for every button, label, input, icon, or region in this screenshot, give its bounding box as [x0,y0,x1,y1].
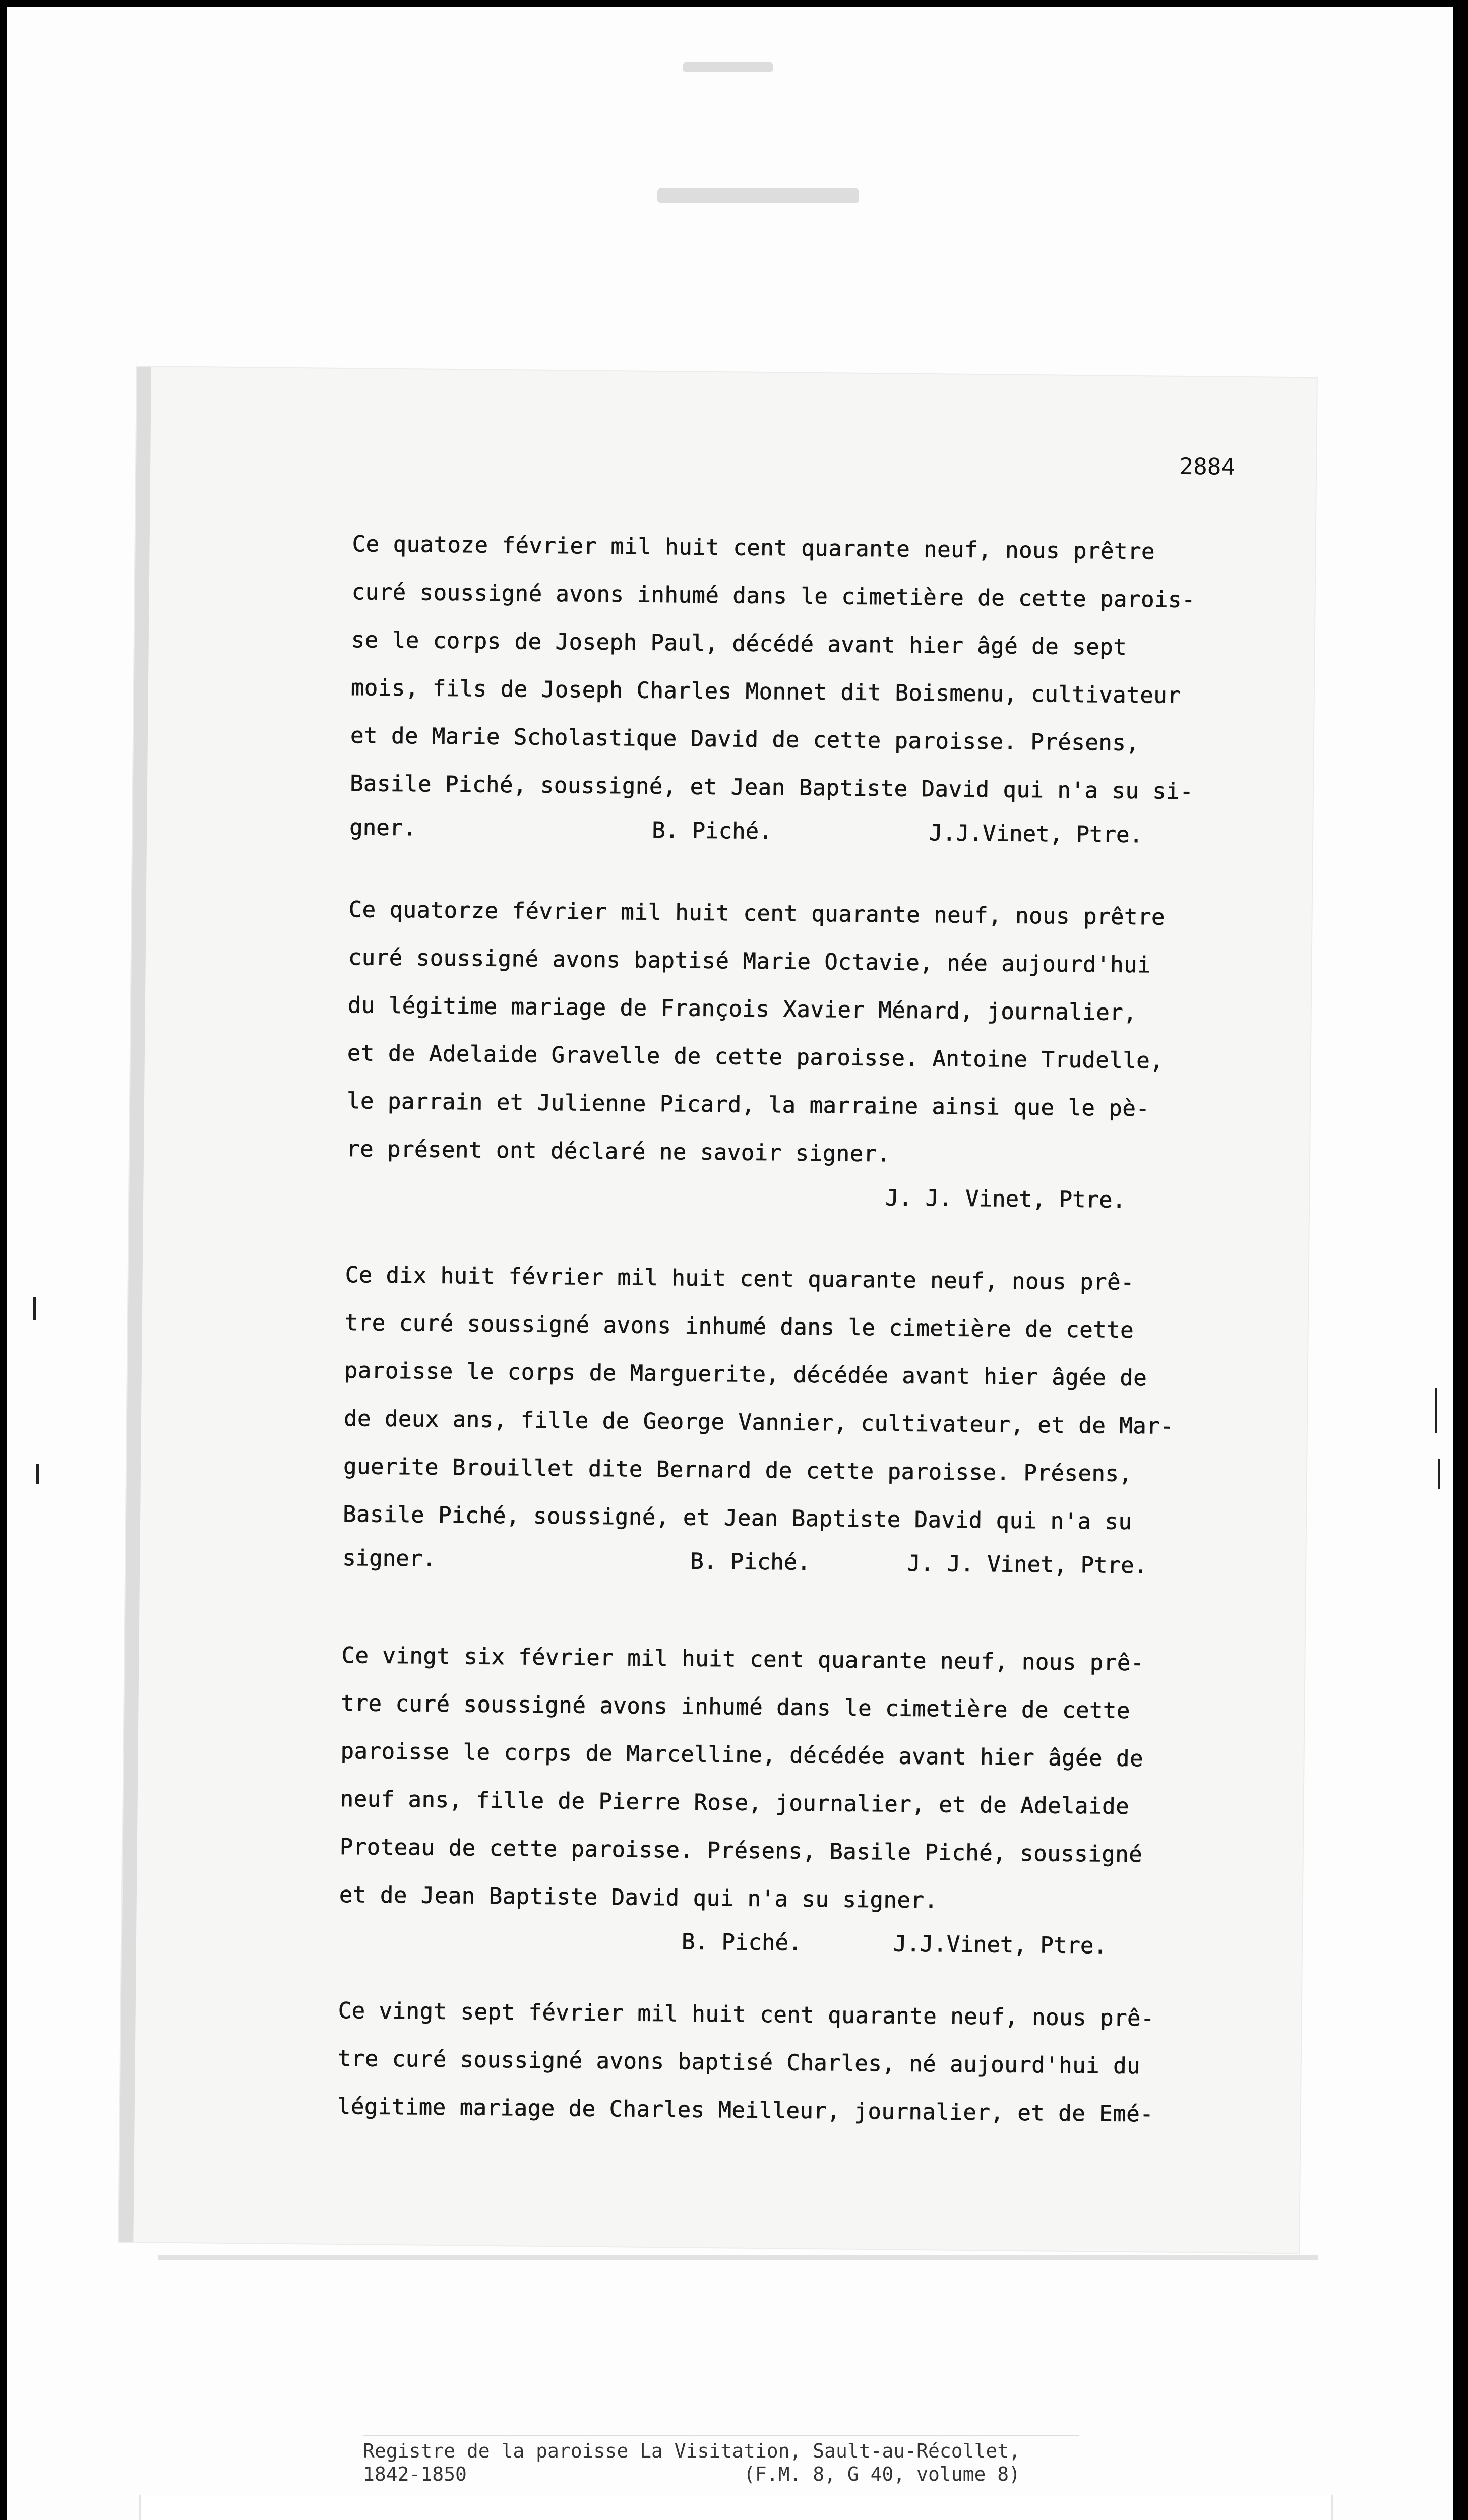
signature-left: B. Piché. [681,1929,802,1956]
entry-line: Ce vingt six février mil huit cent quarante neuf, nous prê- [341,1643,1145,1676]
entry-line: du légitime mariage de François Xavier Ménard, journalier, [347,992,1137,1026]
film-mark [33,1297,36,1320]
entry-line: re présent ont déclaré ne savoir signer. [346,1136,891,1167]
catalog-line-2: 1842-1850 (F.M. 8, G 40, volume 8) [363,2463,1021,2485]
catalog-label [363,2439,1020,2486]
entry-line: curé soussigné avons inhumé dans le cimetière de cette parois- [351,579,1196,613]
entry-line: le parrain et Julienne Picard, la marraine ainsi que le pè- [346,1088,1150,1122]
entry-line: signer. [342,1545,437,1572]
signature-right: J.J.Vinet, Ptre. [929,820,1143,848]
signature-row [342,1538,1220,1587]
entry-line: Basile Piché, soussigné, et Jean Baptiste David qui n'a su [342,1501,1132,1535]
register-entry-3 [342,1251,1222,1587]
signature-right: J.J.Vinet, Ptre. [893,1931,1108,1959]
film-mark [1438,1459,1440,1489]
archives-stamp-card [139,2495,1333,2520]
entry-line: Ce dix huit février mil huit cent quarante neuf, nous prê- [345,1262,1135,1296]
film-smudge [683,62,773,72]
entry-line: Ce quatoze février mil huit cent quarante neuf, nous prêtre [352,531,1155,565]
entry-line: de deux ans, fille de George Vannier, cultivateur, et de Mar- [343,1406,1174,1439]
entry-line: tre curé soussigné avons inhumé dans le cimetière de cette [341,1690,1131,1724]
signature-right: J. J. Vinet, Ptre. [885,1185,1126,1213]
register-entry-2 [346,886,1226,1222]
frame-divider [158,2255,1318,2260]
entry-line: mois, fils de Joseph Charles Monnet dit Boismenu, cultivateur [350,675,1181,709]
signature-left: B. Piché. [651,817,772,845]
typed-register-page [119,367,1317,2253]
entry-line: neuf ans, fille de Pierre Rose, journalier, et de Adelaide [340,1786,1130,1820]
signature-right: J. J. Vinet, Ptre. [907,1550,1148,1579]
register-entry-4 [339,1631,1219,1968]
entry-line: et de Marie Scholastique David de cette paroisse. Présens, [350,723,1140,757]
entry-line: légitime mariage de Charles Meilleur, journalier, et de Emé- [337,2093,1154,2127]
catalog-line-1: Registre de la paroisse La Visitation, Sault-au-Récollet, [363,2440,1021,2462]
register-entry-5 [337,1987,1215,2139]
entry-line: Proteau de cette paroisse. Présens, Basile Piché, soussigné [339,1834,1143,1868]
entry-line: guerite Brouillet dite Bernard de cette paroisse. Présens, [343,1454,1133,1487]
entry-line: et de Jean Baptiste David qui n'a su signer. [339,1881,938,1914]
signature-row [349,807,1227,856]
register-entry-1 [349,520,1230,856]
entry-line: se le corps de Joseph Paul, décédé avant hier âgé de sept [351,627,1127,660]
entry-line: curé soussigné avons baptisé Marie Octavie, née aujourd'hui [348,944,1151,978]
signature-left: B. Piché. [690,1548,811,1576]
entry-line: paroisse le corps de Marcelline, décédée avant hier âgée de [340,1738,1144,1772]
entry-line: gner. [349,814,416,841]
entry-line: tre curé soussigné avons baptisé Charles, né aujourd'hui du [337,2045,1141,2080]
entry-line: Basile Piché, soussigné, et Jean Baptiste David qui n'a su si- [349,771,1194,805]
film-mark [36,1464,39,1484]
signature-row [339,1919,1216,1968]
entry-line: tre curé soussigné avons inhumé dans le cimetière de cette [344,1310,1134,1344]
entry-line: Ce quatorze février mil huit cent quarante neuf, nous prêtre [348,897,1166,930]
film-mark [1435,1388,1437,1433]
page-number: 2884 [1179,452,1236,480]
entry-line: paroisse le corps de Marguerite, décédée avant hier âgée de [344,1358,1147,1392]
signature-row [346,1173,1224,1222]
entry-line: et de Adelaide Gravelle de cette paroisse. Antoine Trudelle, [347,1040,1164,1074]
entry-line: Ce vingt sept février mil huit cent quarante neuf, nous prê- [338,1997,1155,2032]
film-smudge [657,188,859,203]
